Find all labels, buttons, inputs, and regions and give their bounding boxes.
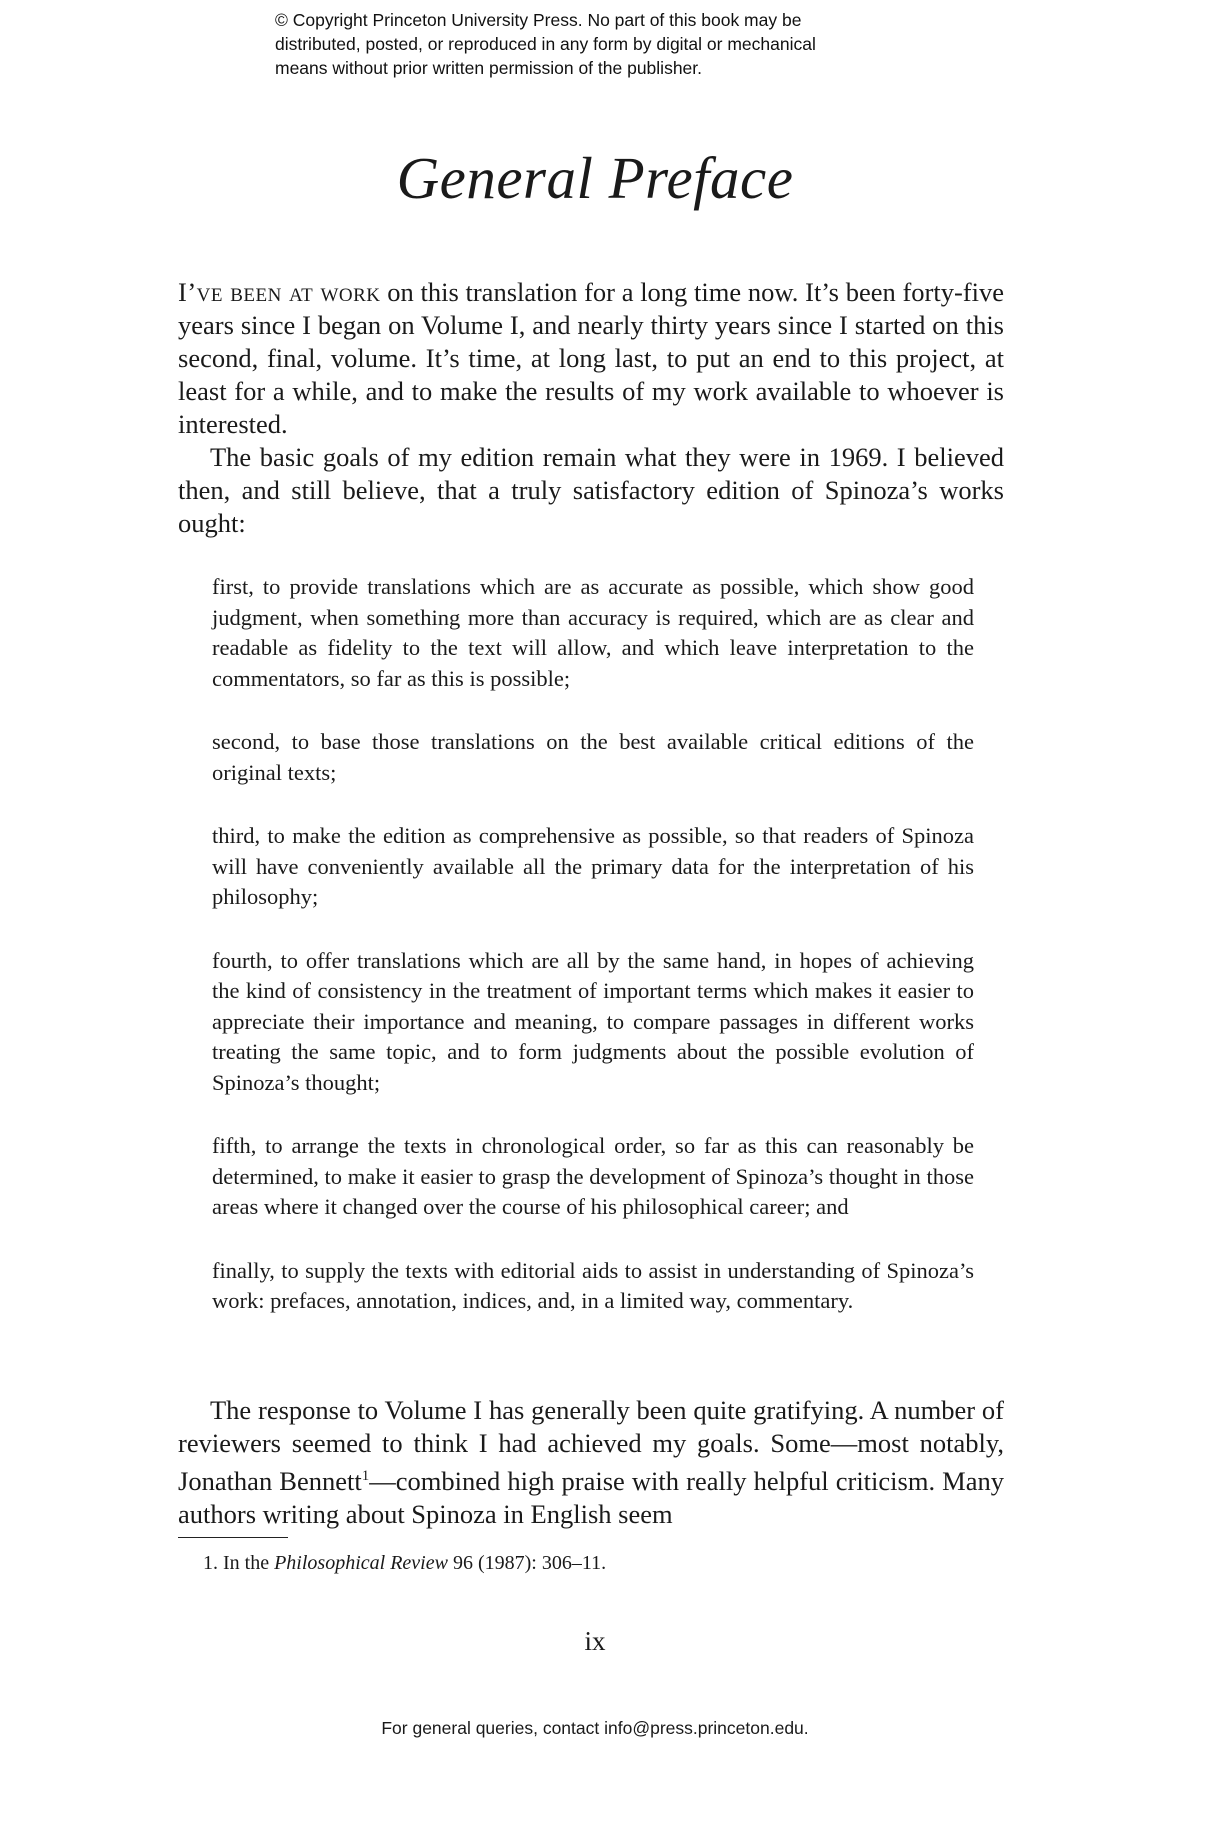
goal-item: finally, to supply the texts with editorial aids to assist in understanding of Spinoza’s work: prefaces, annotation, indices, and, in a limited way, commentary. (212, 1257, 974, 1313)
footnote-prefix: 1. In the (203, 1552, 275, 1574)
footnote (203, 1549, 606, 1577)
footnote-divider (178, 1537, 288, 1538)
paragraph-text: The response to Volume I has generally been quite gratifying. A number of reviewers seemed to think I had achieved my goals. Some—most notably, Jonathan Bennett (178, 1395, 1004, 1496)
goal-item: fifth, to arrange the texts in chronological order, so far as this can reasonably be determined, to make it easier to grasp the development of Spinoza’s thought in those areas where it changed over the course of his philosophical career; and (212, 1133, 974, 1219)
page-number: ix (584, 1626, 606, 1656)
paragraph-intro (178, 276, 1004, 441)
paragraph-response (178, 1394, 1004, 1531)
goals-list (212, 572, 974, 1350)
paragraph-lead-in: I’ve been at work (178, 277, 381, 307)
footnote-suffix: 96 (1987): 306–11. (447, 1552, 607, 1574)
goal-item: third, to make the edition as comprehensive as possible, so that readers of Spinoza will have conveniently available all the primary data for the interpretation of his philosophy; (212, 823, 974, 909)
page-title: General Preface (396, 145, 794, 211)
paragraph-text: on this translation for a long time now. It’s been forty-five years since I began on Volume I, and nearly thirty years since I started on this second, final, volume. It’s time, at long last, to put an end to this project, at least for a while, and to make the results of my work available to whoever is interested. (178, 277, 1004, 439)
goal-item: second, to base those translations on the best available critical editions of the original texts; (212, 729, 974, 785)
goal-item: fourth, to offer translations which are all by the same hand, in hopes of achieving the kind of consistency in the treatment of important terms which makes it easier to appreciate their importance and meaning, to compare passages in different works treating the same topic, and to form judgments about the possible evolution of Spinoza’s thought; (212, 947, 974, 1095)
footnote-reference: 1 (361, 1468, 370, 1484)
contact-footer: For general queries, contact info@press.princeton.edu. (381, 1718, 809, 1738)
paragraph-goals-intro: The basic goals of my edition remain what they were in 1969. I believed then, and still believe, that a truly satisfactory edition of Spinoza’s works ought: (178, 442, 1004, 538)
footnote-journal-title: Philosophical Review (274, 1552, 448, 1574)
copyright-line: means without prior written permission of the publisher. (275, 58, 703, 78)
copyright-line: © Copyright Princeton University Press. No part of this book may be (275, 10, 802, 30)
paragraph-text: —combined high praise with really helpful criticism. Many authors writing about Spinoza in English seem (178, 1465, 1005, 1529)
goal-item: first, to provide translations which are as accurate as possible, which show good judgment, when something more than accuracy is required, which are as clear and readable as fidelity to the text will allow, and which leave interpretation to the commentators, so far as this is possible; (212, 574, 974, 691)
copyright-notice (275, 8, 895, 80)
copyright-line: distributed, posted, or reproduced in any form by digital or mechanical (275, 34, 816, 54)
